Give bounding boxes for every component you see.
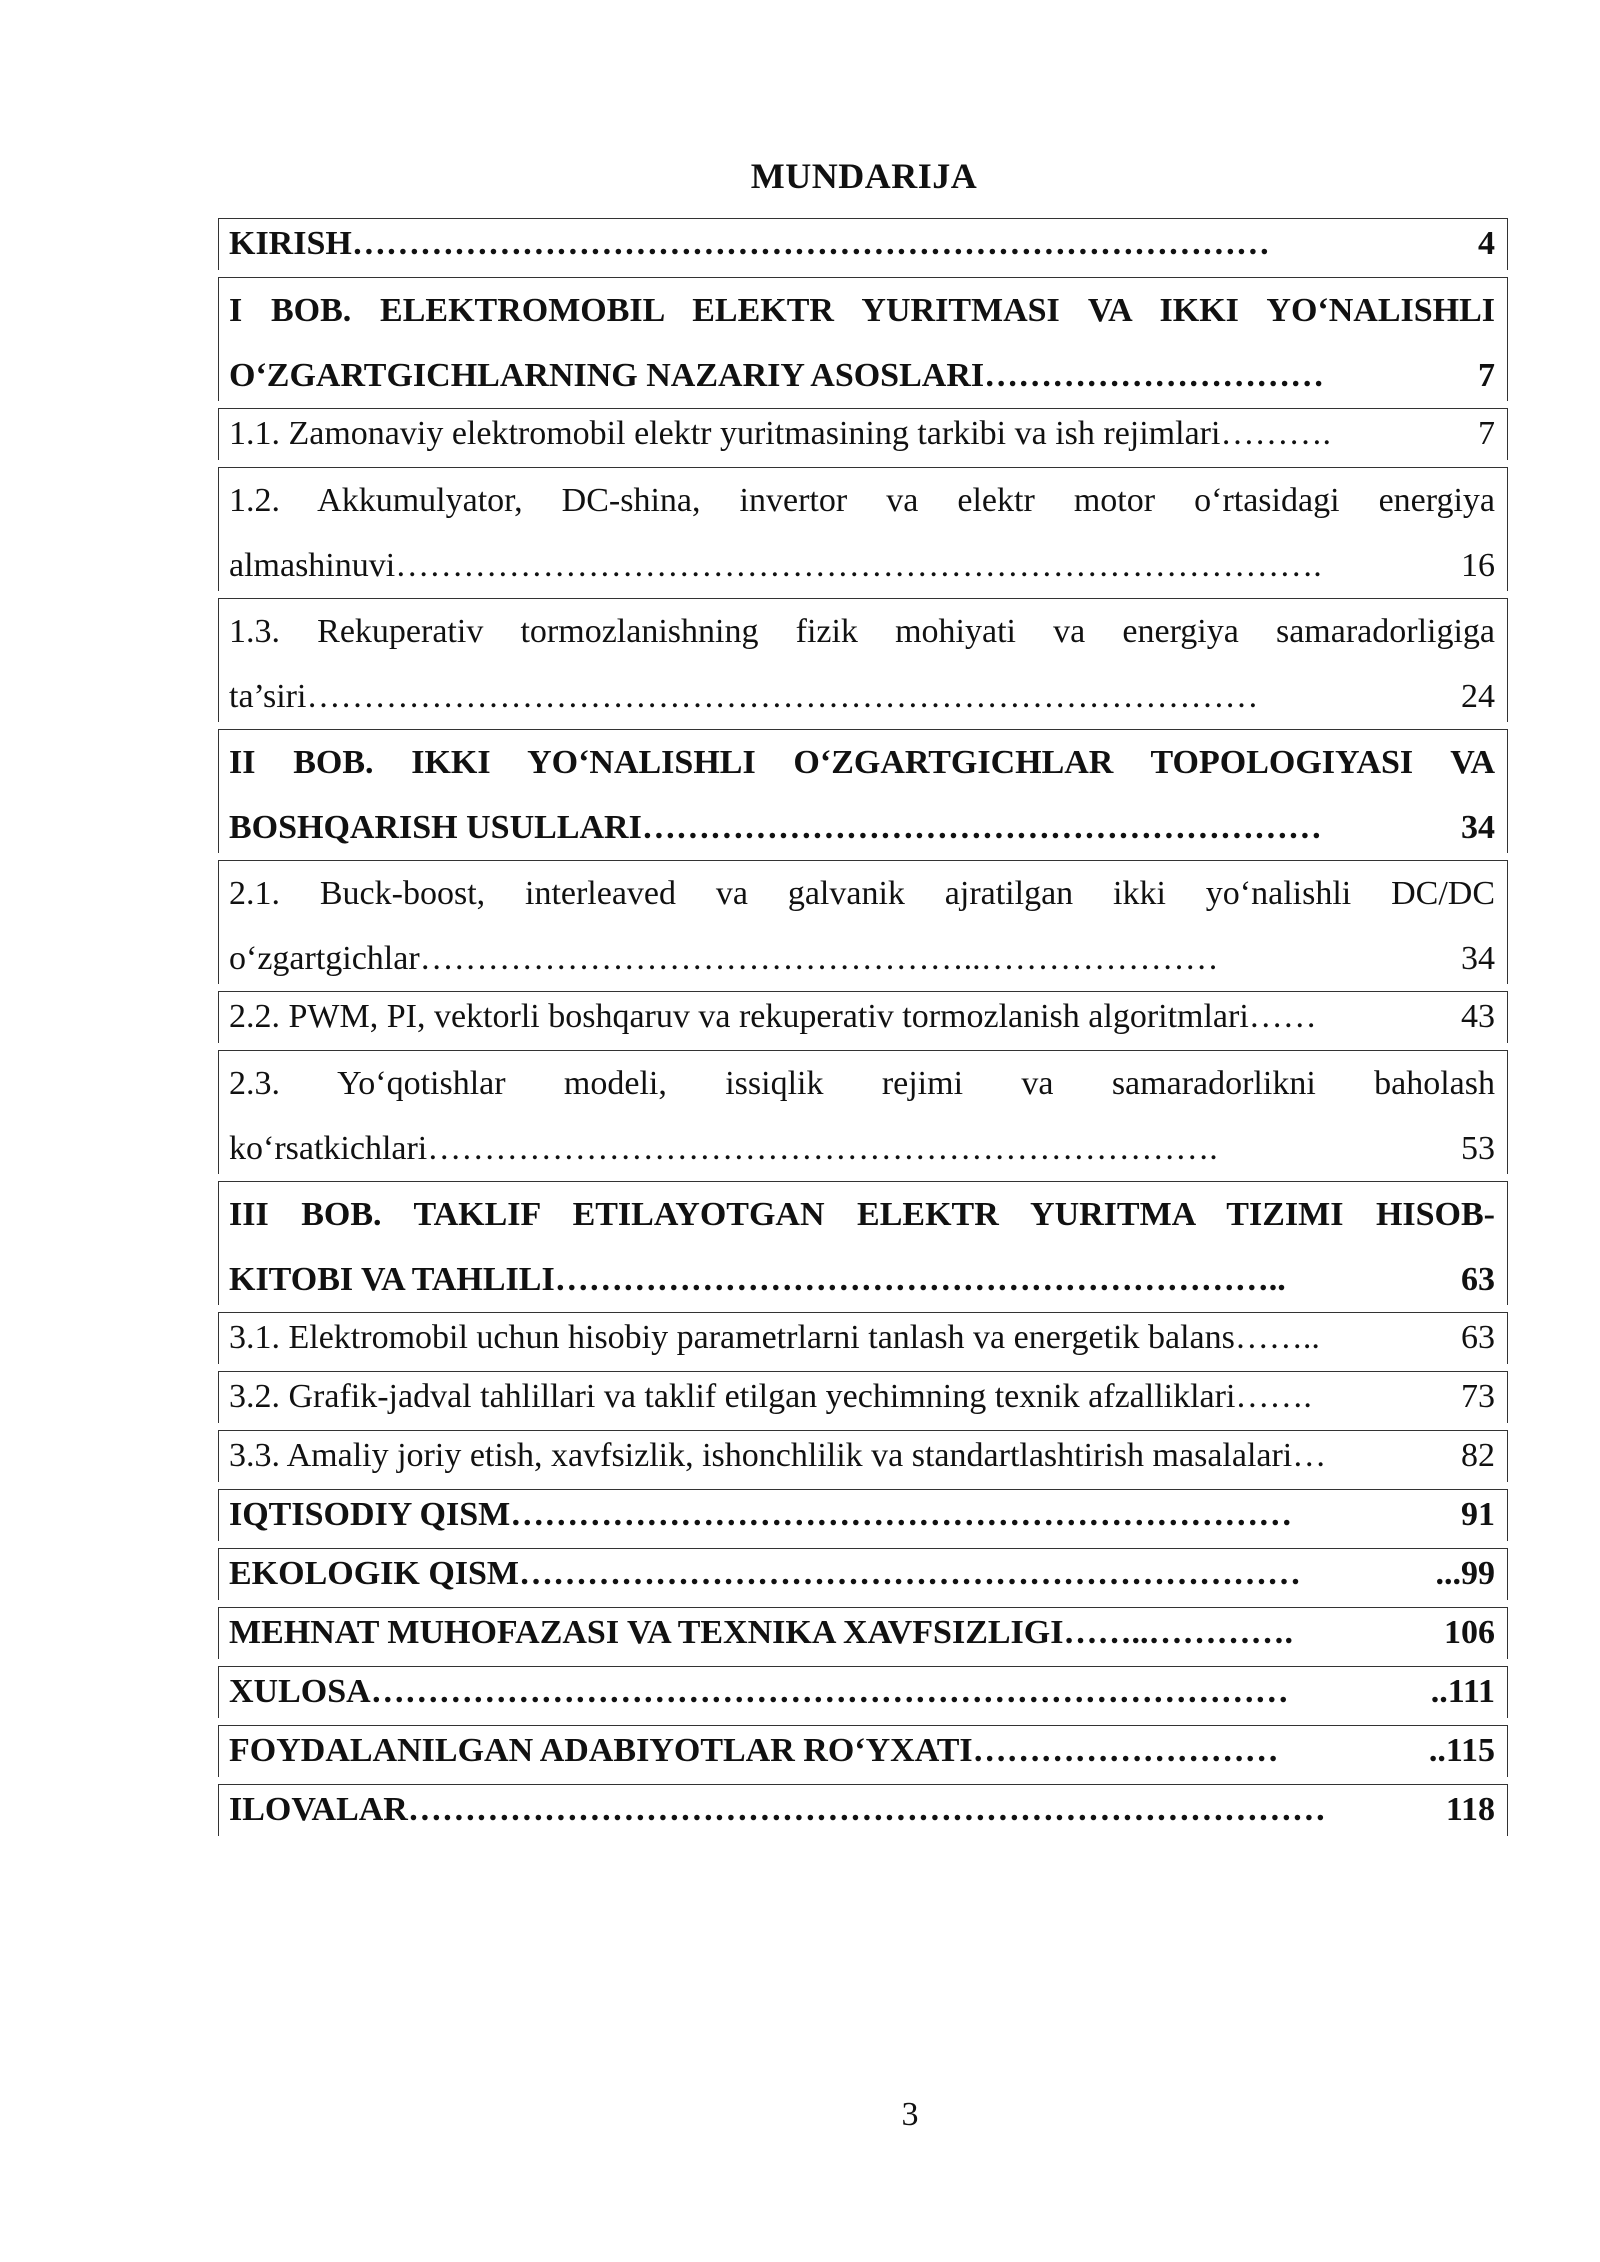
toc-entry-title: 1.3. Rekuperativ tormozlanishning fizik mohiyati va energiya samaradorligiga — [229, 613, 1495, 650]
toc-entry-page: ..111 — [1430, 1673, 1495, 1710]
toc-entry-title: 3.2. Grafik-jadval tahlillari va taklif etilgan yechimning texnik afzalliklari — [229, 1378, 1236, 1415]
toc-entry-title: IQTISODIY QISM — [229, 1496, 511, 1533]
toc-entry-page: 7 — [1478, 415, 1495, 452]
toc-entry-title-continuation: BOSHQARISH USULLARI — [229, 809, 642, 846]
toc-dot-leader: …………………………………………………… — [641, 809, 1322, 846]
toc-entry-title-continuation: ko‘rsatkichlari — [229, 1130, 428, 1167]
toc-entry-title-continuation: ta’siri — [229, 678, 307, 715]
toc-dot-leader: …………………………………………………………… — [510, 1496, 1293, 1533]
toc-entry[interactable] — [218, 1430, 1508, 1482]
toc-entry-page: 118 — [1445, 1791, 1495, 1828]
toc-dot-leader: …………………………………………………………… — [519, 1555, 1301, 1592]
toc-dot-leader: … — [1292, 1437, 1327, 1474]
toc-dot-leader: …………………………………………..………………… — [419, 940, 1219, 977]
toc-entry-page: 43 — [1461, 998, 1495, 1035]
toc-entry-title: FOYDALANILGAN ADABIYOTLAR RO‘YXATI — [229, 1732, 973, 1769]
toc-entry[interactable] — [218, 408, 1508, 460]
toc-dot-leader: ………………………… — [984, 357, 1325, 394]
toc-entry-title-continuation: O‘ZGARTGICHLARNING NAZARIY ASOSLARI — [229, 357, 985, 394]
toc-entry-page: 53 — [1461, 1130, 1495, 1167]
toc-entry[interactable] — [218, 1666, 1508, 1718]
toc-entry[interactable] — [218, 1548, 1508, 1600]
toc-entry-title: XULOSA — [229, 1673, 371, 1710]
toc-entry-title: MEHNAT MUHOFAZASI VA TEXNIKA XAVFSIZLIGI — [229, 1614, 1064, 1651]
page-title: MUNDARIJA — [750, 156, 978, 196]
toc-entry-title: 1.1. Zamonaviy elektromobil elektr yuritmasining tarkibi va ish rejimlari — [229, 415, 1221, 452]
toc-entry-title: 2.1. Buck-boost, interleaved va galvanik ajratilgan ikki yo‘nalishli DC/DC — [229, 875, 1495, 912]
toc-dot-leader: ……………………………………………………………………… — [351, 225, 1270, 262]
toc-dot-leader: ……..…………. — [1063, 1614, 1293, 1651]
toc-dot-leader: ……………………………………………………….. — [554, 1261, 1286, 1298]
toc-entry[interactable] — [218, 1784, 1508, 1836]
toc-entry-title: 2.2. PWM, PI, vektorli boshqaruv va rekuperativ tormozlanish algoritmlari — [229, 998, 1249, 1035]
toc-entry-page: 91 — [1461, 1496, 1495, 1533]
toc-dot-leader: ……………………………………………………………………… — [370, 1673, 1289, 1710]
toc-entry-title: 3.3. Amaliy joriy etish, xavfsizlik, ishonchlilik va standartlashtirish masalalari — [229, 1437, 1293, 1474]
toc-dot-leader: ………………………………………………………………………… — [306, 678, 1259, 715]
toc-entry-page: 7 — [1478, 357, 1495, 394]
toc-entry[interactable] — [218, 1489, 1508, 1541]
toc-dot-leader: ……. — [1235, 1378, 1312, 1415]
toc-entry-title: ILOVALAR — [229, 1791, 408, 1828]
toc-dot-leader: ………………………………………………………………………. — [395, 547, 1322, 584]
toc-entry-page: 4 — [1478, 225, 1495, 262]
toc-entry[interactable] — [218, 598, 1508, 722]
toc-entry-page: ...99 — [1435, 1555, 1495, 1592]
toc-entry-page: 73 — [1461, 1378, 1495, 1415]
table-of-contents — [218, 218, 1508, 1843]
toc-entry[interactable] — [218, 729, 1508, 853]
toc-entry-title: KIRISH — [229, 225, 352, 262]
toc-entry-title: 2.3. Yo‘qotishlar modeli, issiqlik rejimi va samaradorlikni baholash — [229, 1065, 1495, 1102]
toc-entry[interactable] — [218, 860, 1508, 984]
toc-entry[interactable] — [218, 991, 1508, 1043]
toc-entry-page: 63 — [1461, 1261, 1495, 1298]
toc-entry-page: 106 — [1444, 1614, 1495, 1651]
toc-entry[interactable] — [218, 1312, 1508, 1364]
toc-entry-title: I BOB. ELEKTROMOBIL ELEKTR YURITMASI VA IKKI YO‘NALISHLI — [229, 292, 1495, 329]
toc-entry-title: 3.1. Elektromobil uchun hisobiy parametrlarni tanlash va energetik balans — [229, 1319, 1235, 1356]
toc-dot-leader: ……………………………………………………………………… — [407, 1791, 1326, 1828]
toc-entry[interactable] — [218, 1371, 1508, 1423]
toc-entry-title-continuation: o‘zgartgichlar — [229, 940, 420, 977]
toc-entry-page: 16 — [1461, 547, 1495, 584]
page-number: 3 — [901, 2096, 919, 2133]
toc-dot-leader: …….. — [1234, 1319, 1320, 1356]
toc-entry-page: 34 — [1461, 940, 1495, 977]
toc-entry[interactable] — [218, 1181, 1508, 1305]
toc-entry-title: EKOLOGIK QISM — [229, 1555, 519, 1592]
toc-entry-page: 63 — [1461, 1319, 1495, 1356]
toc-dot-leader: ……………………… — [972, 1732, 1279, 1769]
toc-entry-title: III BOB. TAKLIF ETILAYOTGAN ELEKTR YURITMA TIZIMI HISOB- — [229, 1196, 1495, 1233]
toc-dot-leader: …… — [1248, 998, 1317, 1035]
toc-entry[interactable] — [218, 1607, 1508, 1659]
toc-entry[interactable] — [218, 277, 1508, 401]
toc-entry-title: II BOB. IKKI YO‘NALISHLI O‘ZGARTGICHLAR TOPOLOGIYASI VA — [229, 744, 1495, 781]
toc-dot-leader: ………. — [1220, 415, 1331, 452]
toc-dot-leader: ……………………………………………………………. — [427, 1130, 1218, 1167]
toc-entry-page: ..115 — [1428, 1732, 1495, 1769]
toc-entry-title-continuation: almashinuvi — [229, 547, 396, 584]
toc-entry-title: 1.2. Akkumulyator, DC-shina, invertor va elektr motor o‘rtasidagi energiya — [229, 482, 1495, 519]
toc-entry-page: 34 — [1461, 809, 1495, 846]
toc-entry-page: 24 — [1461, 678, 1495, 715]
toc-entry-title-continuation: KITOBI VA TAHLILI — [229, 1261, 555, 1298]
toc-entry[interactable] — [218, 467, 1508, 591]
toc-entry[interactable] — [218, 218, 1508, 270]
toc-entry[interactable] — [218, 1725, 1508, 1777]
toc-entry-page: 82 — [1461, 1437, 1495, 1474]
toc-entry[interactable] — [218, 1050, 1508, 1174]
